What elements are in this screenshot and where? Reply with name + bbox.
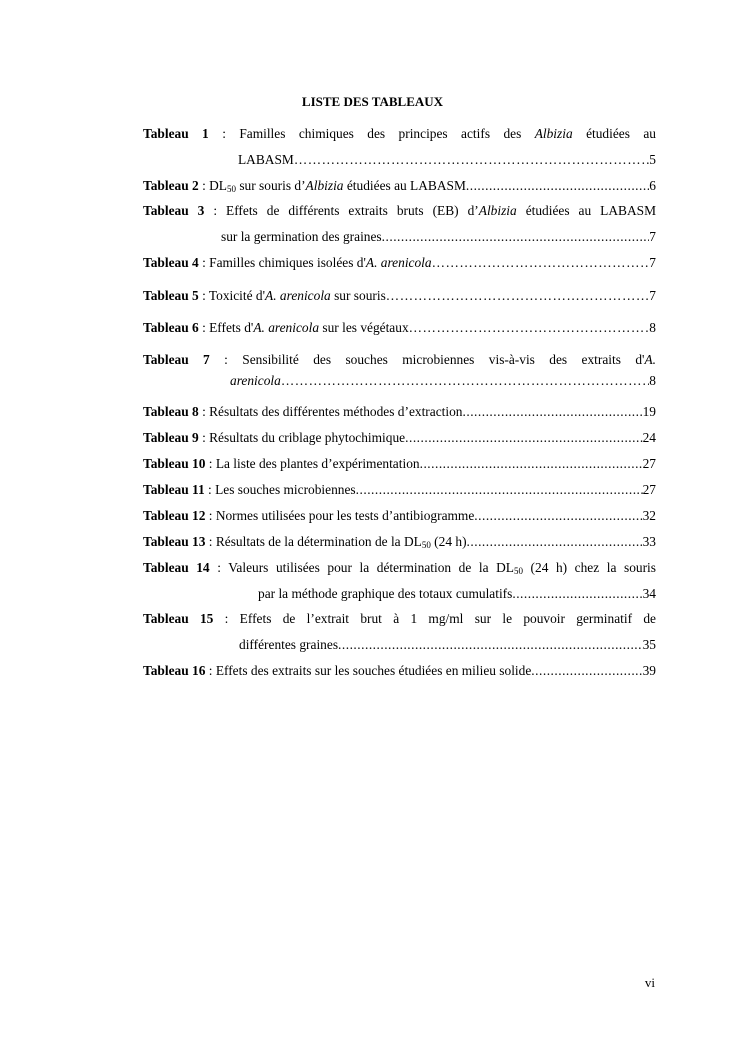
entry-text: : Toxicité d'	[202, 288, 266, 303]
entry-label: Tableau 7	[143, 352, 210, 367]
page-ref: 19	[642, 404, 656, 419]
entry-italic-2: arenicola	[230, 373, 281, 388]
entry-italic: A.	[644, 352, 656, 367]
page-ref: 27	[642, 482, 656, 497]
entry-label: Tableau 10	[143, 456, 206, 471]
entry-italic: A. arenicola	[253, 320, 320, 335]
dot-leader	[466, 178, 649, 194]
entry-text: : Effets d'	[202, 320, 254, 335]
entry-line-2	[143, 586, 656, 602]
entry-line	[143, 288, 656, 304]
page-ref: 8	[649, 320, 656, 335]
entry-text: : Familles chimiques des principes actifs des	[222, 126, 535, 141]
entry-label: Tableau 15	[143, 611, 214, 626]
entry-subscript: 50	[421, 540, 431, 550]
dot-leader	[531, 663, 642, 679]
entry-line-2	[143, 373, 656, 389]
entry-text-2: LABASM	[238, 152, 294, 167]
dot-leader	[281, 373, 649, 389]
entry-text: : Résultats du criblage phytochimique	[202, 430, 406, 445]
entry-label: Tableau 9	[143, 430, 199, 445]
entry-text-3: étudiées au LABASM	[343, 178, 466, 193]
entry-text: : Effets de l’extrait brut à 1 mg/ml sur le pouvoir germinatif de	[224, 611, 656, 626]
entry-label: Tableau 11	[143, 482, 205, 497]
page-ref: 7	[649, 255, 656, 270]
entry-line	[143, 508, 656, 524]
list-item	[143, 560, 656, 602]
page-ref: 33	[642, 534, 656, 549]
page-ref: 8	[649, 373, 656, 388]
entry-text: : Résultats des différentes méthodes d’extraction	[202, 404, 463, 419]
entry-label: Tableau 5	[143, 288, 199, 303]
dot-leader	[512, 586, 642, 602]
entry-text-2: (24 h)	[430, 534, 467, 549]
entry-label: Tableau 1	[143, 126, 209, 141]
dot-leader	[432, 255, 650, 271]
dot-leader	[467, 534, 643, 550]
entry-text-end: étudiées au LABASM	[516, 203, 656, 218]
page-ref: 27	[642, 456, 656, 471]
entry-text: : DL	[202, 178, 227, 193]
entry-text: : Valeurs utilisées pour la détermination de la DL	[217, 560, 514, 575]
entry-label: Tableau 2	[143, 178, 199, 193]
entry-text-2: sur souris	[330, 288, 386, 303]
entry-label: Tableau 14	[143, 560, 210, 575]
page-ref: 7	[649, 288, 656, 303]
entry-line	[143, 482, 656, 498]
list-item	[143, 288, 656, 304]
list-item	[143, 203, 656, 245]
entry-line	[143, 178, 656, 194]
dot-leader	[356, 482, 643, 498]
entry-line	[143, 430, 656, 446]
entry-italic: A. arenicola	[265, 288, 331, 303]
entry-text: : Les souches microbiennes	[208, 482, 356, 497]
entry-italic: Albizia	[305, 178, 344, 193]
list-item	[143, 126, 656, 168]
page-ref: 39	[642, 663, 656, 678]
list-item	[143, 320, 656, 336]
list-item	[143, 255, 656, 271]
entry-text: : Sensibilité des souches microbiennes vis-à-vis des extraits d'	[224, 352, 645, 367]
entry-subscript: 50	[513, 566, 523, 576]
entry-line	[143, 352, 656, 368]
entry-text: : Effets des extraits sur les souches étudiées en milieu solide	[208, 663, 532, 678]
entry-line	[143, 663, 656, 679]
entry-italic: Albizia	[534, 126, 573, 141]
entry-text: : Familles chimiques isolées d'	[202, 255, 366, 270]
list-item	[143, 663, 656, 679]
list-item	[143, 508, 656, 524]
page-title: LISTE DES TABLEAUX	[301, 94, 444, 109]
entry-text-2: par la méthode graphique des totaux cumulatifs	[258, 586, 513, 601]
list-item	[143, 404, 656, 420]
entry-label: Tableau 3	[143, 203, 205, 218]
entry-line	[143, 404, 656, 420]
list-item	[143, 611, 656, 653]
page-number: vi	[644, 975, 655, 990]
list-item	[143, 456, 656, 472]
entry-line	[143, 534, 656, 550]
entry-line-2	[143, 152, 656, 168]
entry-text: : La liste des plantes d’expérimentation	[208, 456, 420, 471]
list-item	[143, 534, 656, 550]
entry-line	[143, 255, 656, 271]
entry-label: Tableau 6	[143, 320, 199, 335]
entry-label: Tableau 12	[143, 508, 206, 523]
entry-line	[143, 456, 656, 472]
entry-line	[143, 320, 656, 336]
entry-line-2	[143, 229, 656, 245]
list-item	[143, 430, 656, 446]
page-ref: 5	[649, 152, 656, 167]
dot-leader	[474, 508, 642, 524]
dot-leader	[463, 404, 643, 420]
entry-text-end: (24 h) chez la souris	[522, 560, 656, 575]
list-item	[143, 482, 656, 498]
entry-italic: Albizia	[478, 203, 517, 218]
entry-text-end: étudiées au	[572, 126, 656, 141]
entry-text: : Normes utilisées pour les tests d’antibiogramme	[208, 508, 475, 523]
entry-label: Tableau 8	[143, 404, 199, 419]
entry-subscript: 50	[226, 184, 236, 194]
page-ref: 32	[642, 508, 656, 523]
dot-leader	[409, 320, 650, 336]
entry-text-2: différentes graines	[239, 637, 339, 652]
entry-text: : Résultats de la détermination de la DL	[208, 534, 422, 549]
dot-leader	[386, 288, 650, 304]
entry-line	[143, 560, 656, 576]
page-ref: 35	[642, 637, 656, 652]
page-ref: 6	[649, 178, 656, 193]
dot-leader	[405, 430, 642, 446]
dot-leader	[382, 229, 650, 245]
entry-text-2: sur souris d’	[235, 178, 306, 193]
page-ref: 24	[642, 430, 656, 445]
entry-text: : Effets de différents extraits bruts (EB) d’	[213, 203, 479, 218]
list-item	[143, 178, 656, 194]
entry-line	[143, 126, 656, 142]
entry-text-2: sur les végétaux	[319, 320, 409, 335]
entry-italic: A. arenicola	[365, 255, 432, 270]
list-item	[143, 352, 656, 389]
entry-line-2	[143, 637, 656, 653]
entry-label: Tableau 13	[143, 534, 206, 549]
entry-label: Tableau 4	[143, 255, 199, 270]
dot-leader	[338, 637, 643, 653]
entry-label: Tableau 16	[143, 663, 206, 678]
page-ref: 34	[642, 586, 656, 601]
page-ref: 7	[649, 229, 656, 244]
entry-line	[143, 203, 656, 219]
dot-leader	[420, 456, 643, 472]
entry-line	[143, 611, 656, 627]
dot-leader	[294, 152, 649, 168]
entry-text-2: sur la germination des graines	[221, 229, 382, 244]
